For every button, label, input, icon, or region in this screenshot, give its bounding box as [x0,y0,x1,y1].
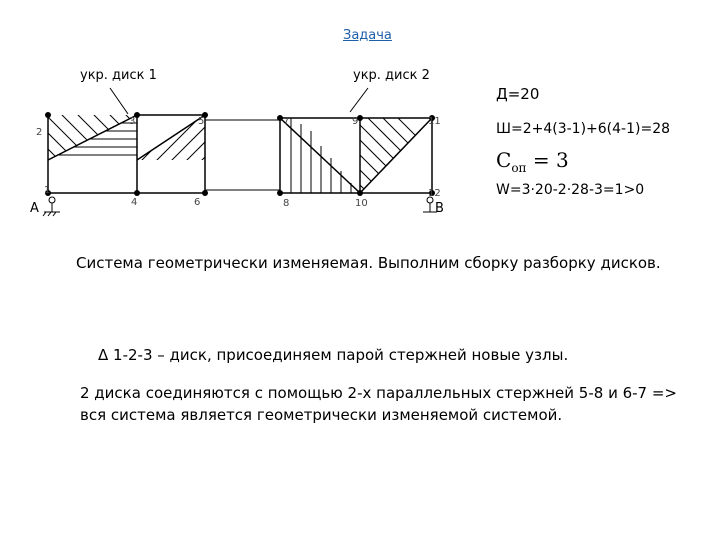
title-link[interactable]: Задача [343,28,392,43]
node-number: 7 [283,116,290,127]
disk-2-label: укр. диск 2 [353,68,430,83]
support-label-a: A [30,201,39,216]
node-number: 10 [355,198,368,209]
text-line-3a: 2 диска соединяются с помощью 2-х параллельных стержней 5-8 и 6-7 => [80,384,677,402]
node-number: 8 [283,198,290,209]
node-number: 12 [428,188,441,199]
disk-2-leader [350,88,368,112]
node-number: 6 [194,197,201,208]
formula-w: W=3·20-2·28-3=1>0 [496,182,645,198]
formula-cop-base: С [496,148,512,172]
support-a [43,197,60,216]
disk-1-leader [110,88,128,114]
node-number: 11 [428,116,441,127]
disk-1-label: укр. диск 1 [80,68,157,83]
text-line-3b: вся система является геометрически изменяемой системой. [80,406,563,424]
formula-cop [496,148,569,175]
formula-d: Д=20 [496,85,540,103]
node-number: 9 [352,116,359,127]
node-number: 1 [44,185,51,196]
truss-diagram [0,0,460,240]
formula-cop-sub: оп [511,161,527,175]
node-number: 2 [36,127,43,138]
node-number: 3 [129,116,136,127]
disk-2-hatching [291,80,440,240]
text-line-2: Δ 1-2-3 – диск, присоединяем парой стержней новые узлы. [98,346,569,364]
formula-cop-rest: = 3 [526,148,569,172]
text-line-1: Система геометрически изменяемая. Выполним сборку разборку дисков. [76,254,661,272]
node-number: 5 [198,116,205,127]
connecting-rods [205,120,280,190]
node-number: 4 [131,197,138,208]
support-label-b: B [435,201,444,216]
formula-sh: Ш=2+4(3-1)+6(4-1)=28 [496,121,671,137]
